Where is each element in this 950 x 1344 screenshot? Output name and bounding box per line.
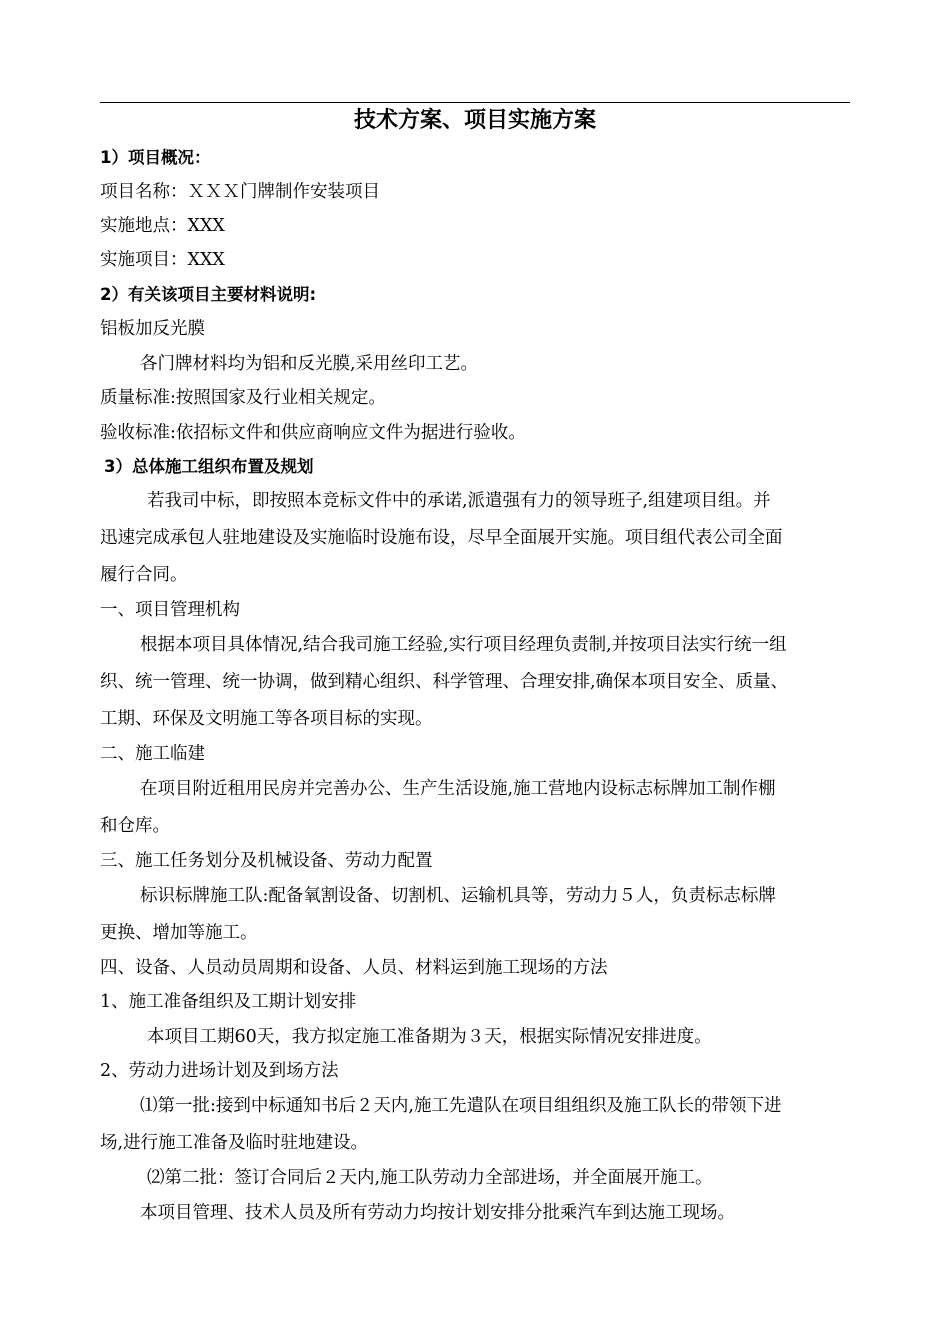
paragraph-line: 实施地点：XXX (100, 216, 225, 236)
paragraph-line: 场,进行施工准备及临时驻地建设。 (100, 1133, 369, 1153)
paragraph-line: 更换、增加等施工。 (100, 923, 258, 943)
section-heading: 2）有关该项目主要材料说明: (100, 285, 317, 304)
document-title: 技术方案、项目实施方案 (353, 108, 596, 133)
paragraph-line: 实施项目：XXX (100, 250, 225, 270)
section-heading: 1）项目概况： (100, 148, 211, 167)
paragraph-line: 二、施工临建 (100, 744, 205, 764)
paragraph-line: 本项目管理、技术人员及所有劳动力均按计划安排分批乘汽车到达施工现场。 (140, 1203, 735, 1223)
paragraph-line: 标识标牌施工队:配备氧割设备、切割机、运输机具等，劳动力５人，负责标志标牌 (140, 886, 776, 906)
paragraph-line: 项目名称：ＸＸＸ门牌制作安装项目 (100, 182, 380, 202)
paragraph-line: 1、施工准备组织及工期计划安排 (100, 992, 357, 1012)
paragraph-line: 验收标准:依招标文件和供应商响应文件为据进行验收。 (100, 423, 526, 443)
paragraph-line: 各门牌材料均为铝和反光膜,采用丝印工艺。 (140, 354, 479, 374)
section-heading: 3）总体施工组织布置及规划 (104, 457, 314, 476)
paragraph-line: 本项目工期60天，我方拟定施工准备期为３天，根据实际情况安排进度。 (147, 1027, 712, 1047)
paragraph-line: 迅速完成承包人驻地建设及实施临时设施布设，尽早全面展开实施。项目组代表公司全面 (100, 528, 783, 548)
paragraph-line: 工期、环保及文明施工等各项目标的实现。 (100, 709, 433, 729)
paragraph-line: 履行合同。 (100, 565, 188, 585)
paragraph-line: 一、项目管理机构 (100, 600, 240, 620)
paragraph-line: 根据本项目具体情况,结合我司施工经验,实行项目经理负责制,并按项目法实行统一组 (140, 635, 787, 655)
paragraph-line: 和仓库。 (100, 816, 170, 836)
paragraph-line: 铝板加反光膜 (100, 319, 205, 339)
paragraph-line: 在项目附近租用民房并完善办公、生产生活设施,施工营地内设标志标牌加工制作棚 (140, 779, 776, 799)
paragraph-line: 四、设备、人员动员周期和设备、人员、材料运到施工现场的方法 (100, 958, 608, 978)
paragraph-line: 织、统一管理、统一协调，做到精心组织、科学管理、合理安排,确保本项目安全、质量、 (100, 672, 789, 692)
paragraph-line: 若我司中标，即按照本竞标文件中的承诺,派遣强有力的领导班子,组建项目组。并 (147, 491, 771, 511)
paragraph-line: ⑴第一批:接到中标通知书后２天内,施工先遣队在项目组组织及施工队长的带领下进 (140, 1096, 782, 1116)
paragraph-line: ⑵第二批：签订合同后２天内,施工队劳动力全部进场，并全面展开施工。 (147, 1168, 713, 1188)
paragraph-line: 质量标准:按照国家及行业相关规定。 (100, 388, 386, 408)
paragraph-line: 2、劳动力进场计划及到场方法 (100, 1061, 339, 1081)
paragraph-line: 三、施工任务划分及机械设备、劳动力配置 (100, 851, 433, 871)
